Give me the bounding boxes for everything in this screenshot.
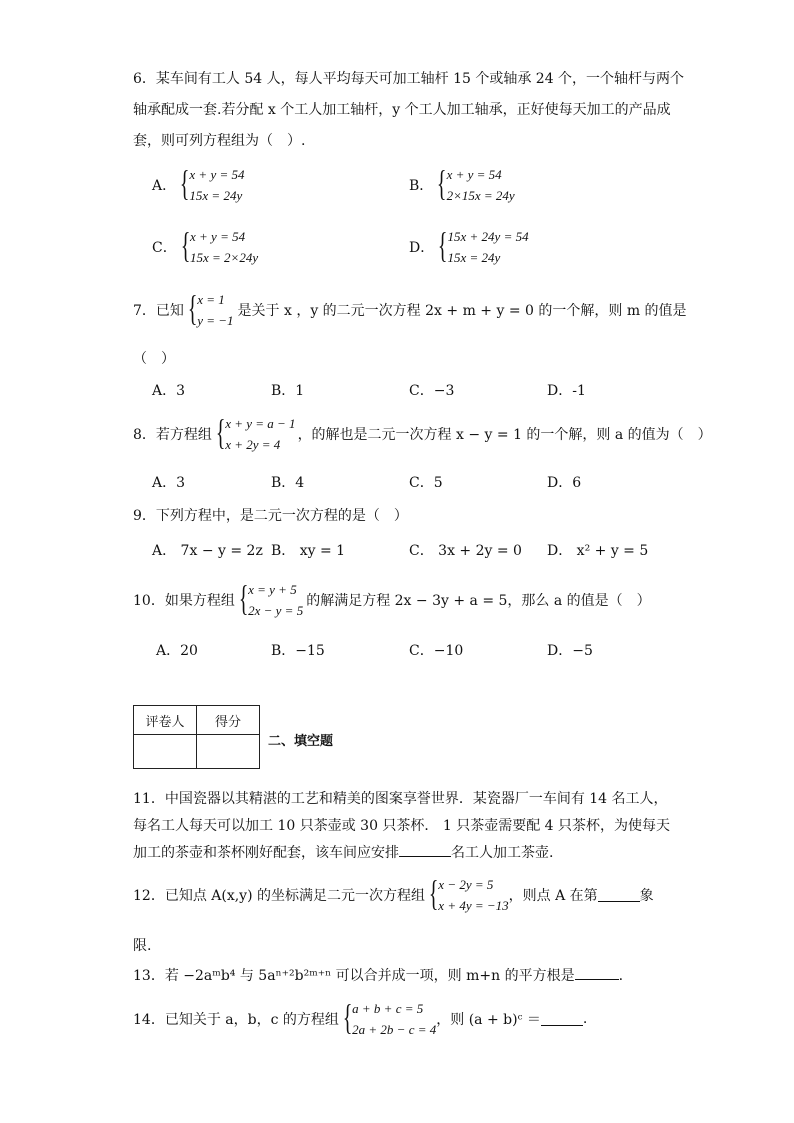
brace-icon: { <box>342 997 353 1037</box>
equation: x + 2y = 4 <box>225 437 281 452</box>
q12-suffix: ，则点 A 在第 <box>508 888 598 904</box>
equation: x = 1 <box>197 292 225 307</box>
q7-prefix: 7．已知 <box>133 303 184 319</box>
brace-icon: { <box>437 163 447 203</box>
equation: a + b + c = 5 <box>352 1001 424 1016</box>
equation: 15x = 24y <box>189 188 243 203</box>
q6-option-d[interactable] <box>409 226 529 268</box>
q6-option-c[interactable] <box>152 226 258 268</box>
q7-option-c[interactable]: C．−3 <box>409 383 455 399</box>
q8-text: ，的解也是二元一次方程 x − y = 1 的一个解，则 a 的值为（ ） <box>297 427 712 443</box>
q12-suffix2: 象 <box>639 888 654 904</box>
brace-icon: { <box>187 288 198 328</box>
equation: x + y = 54 <box>190 229 246 244</box>
option-label: A． <box>152 178 177 194</box>
option-label: B． <box>409 178 434 194</box>
q7-stem <box>133 289 687 331</box>
equation: x + 4y = −13 <box>438 898 509 913</box>
q10-option-d[interactable]: D．−5 <box>547 643 593 659</box>
equation: x = y + 5 <box>248 582 297 597</box>
q8-option-a[interactable]: A．3 <box>152 475 186 491</box>
score-table <box>133 705 260 769</box>
q9-option-b[interactable]: B． xy = 1 <box>271 543 346 559</box>
q13-stem <box>133 965 623 985</box>
q10-prefix: 10．如果方程组 <box>133 593 235 609</box>
q7-option-d[interactable]: D．-1 <box>547 383 586 399</box>
grader-cell[interactable] <box>134 735 197 769</box>
q11-line2: 每名工人每天可以加工 10 只茶壶或 30 只茶杯． 1 只茶壶需要配 4 只茶杯，为使每天 <box>133 818 671 834</box>
equation: x + y = 54 <box>446 167 502 182</box>
q12-line2: 限. <box>133 938 152 954</box>
brace-icon: { <box>428 873 439 913</box>
score-header: 得分 <box>197 706 260 735</box>
q10-stem <box>133 579 651 621</box>
q10-option-a[interactable]: A．20 <box>156 643 198 659</box>
q14-suffix: ，则 (a + b)ᶜ ＝ <box>436 1012 541 1028</box>
q8-option-c[interactable]: C．5 <box>409 475 443 491</box>
q8-stem <box>133 413 712 455</box>
brace-icon: { <box>180 163 190 203</box>
equation: x + y = a − 1 <box>225 416 296 431</box>
q11-line3 <box>133 842 553 862</box>
q6-option-a[interactable] <box>152 164 245 206</box>
q11-line1: 11．中国瓷器以其精湛的工艺和精美的图案享誉世界．某瓷器厂一车间有 14 名工人， <box>133 791 668 807</box>
equation: 15x + 24y = 54 <box>447 229 529 244</box>
q8-option-b[interactable]: B．4 <box>271 475 305 491</box>
option-label: D． <box>409 240 435 256</box>
equation: 15x = 2×24y <box>190 250 259 265</box>
q8-option-d[interactable]: D．6 <box>547 475 582 491</box>
brace-icon: { <box>238 578 249 618</box>
q10-text: 的解满足方程 2x − 3y + a = 5，那么 a 的值是（ ） <box>306 593 651 609</box>
brace-icon: { <box>180 225 191 265</box>
q9-option-d[interactable]: D． x² + y = 5 <box>547 543 649 559</box>
q8-prefix: 8．若方程组 <box>133 427 212 443</box>
equation: 15x = 24y <box>447 250 501 265</box>
q7-option-b[interactable]: B．1 <box>271 383 305 399</box>
brace-icon: { <box>215 412 226 452</box>
q13-text: 13．若 −2aᵐb⁴ 与 5aⁿ⁺²b²ᵐ⁺ⁿ 可以合并成一项，则 m+n 的平方根是 <box>133 968 575 984</box>
answer-blank[interactable] <box>541 1013 583 1026</box>
q13-end: . <box>618 968 624 984</box>
q9-option-c[interactable]: C． 3x + 2y = 0 <box>409 543 522 559</box>
q11-line3-end: 名工人加工茶壶. <box>451 845 554 861</box>
score-cell[interactable] <box>197 735 260 769</box>
equation: 2x − y = 5 <box>248 603 304 618</box>
equation: x + y = 54 <box>189 167 245 182</box>
answer-blank[interactable] <box>399 844 451 857</box>
equation: 2a + 2b − c = 4 <box>352 1022 437 1037</box>
q14-end: . <box>582 1011 588 1027</box>
q14-prefix: 14．已知关于 a，b，c 的方程组 <box>133 1012 339 1028</box>
q12-prefix: 12．已知点 A(x,y) 的坐标满足二元一次方程组 <box>133 888 426 904</box>
q12-stem <box>133 874 654 916</box>
q10-option-b[interactable]: B．−15 <box>271 643 325 659</box>
q9-option-a[interactable]: A． 7x − y = 2z <box>152 543 263 559</box>
equation: x − 2y = 5 <box>438 877 494 892</box>
q9-stem: 9．下列方程中，是二元一次方程的是（ ） <box>133 508 408 524</box>
q6-line1: 6．某车间有工人 54 人，每人平均每天可加工轴杆 15 个或轴承 24 个，一个轴杆与两个 <box>133 71 685 87</box>
q7-option-a[interactable]: A．3 <box>152 383 186 399</box>
answer-blank[interactable] <box>598 889 640 902</box>
option-label: C． <box>152 240 177 256</box>
q6-option-b[interactable] <box>409 164 515 206</box>
equation: y = −1 <box>197 313 234 328</box>
q7-text: 是关于 x ，y 的二元一次方程 2x + m + y = 0 的一个解，则 m 的值是 <box>237 303 687 319</box>
grader-header: 评卷人 <box>134 706 197 735</box>
q6-line3: 套，则可列方程组为（ ）. <box>133 133 306 149</box>
q11-line3-text: 加工的茶壶和茶杯刚好配套，该车间应安排 <box>133 845 399 861</box>
q6-line2: 轴承配成一套.若分配 x 个工人加工轴杆，y 个工人加工轴承，正好使每天加工的产品成 <box>133 102 671 118</box>
answer-blank[interactable] <box>575 967 619 980</box>
q14-stem <box>133 998 587 1040</box>
section-title: 二、填空题 <box>268 734 334 749</box>
q10-option-c[interactable]: C．−10 <box>409 643 464 659</box>
equation: 2×15x = 24y <box>446 188 515 203</box>
brace-icon: { <box>438 225 448 265</box>
q7-paren: （ ） <box>133 351 175 367</box>
